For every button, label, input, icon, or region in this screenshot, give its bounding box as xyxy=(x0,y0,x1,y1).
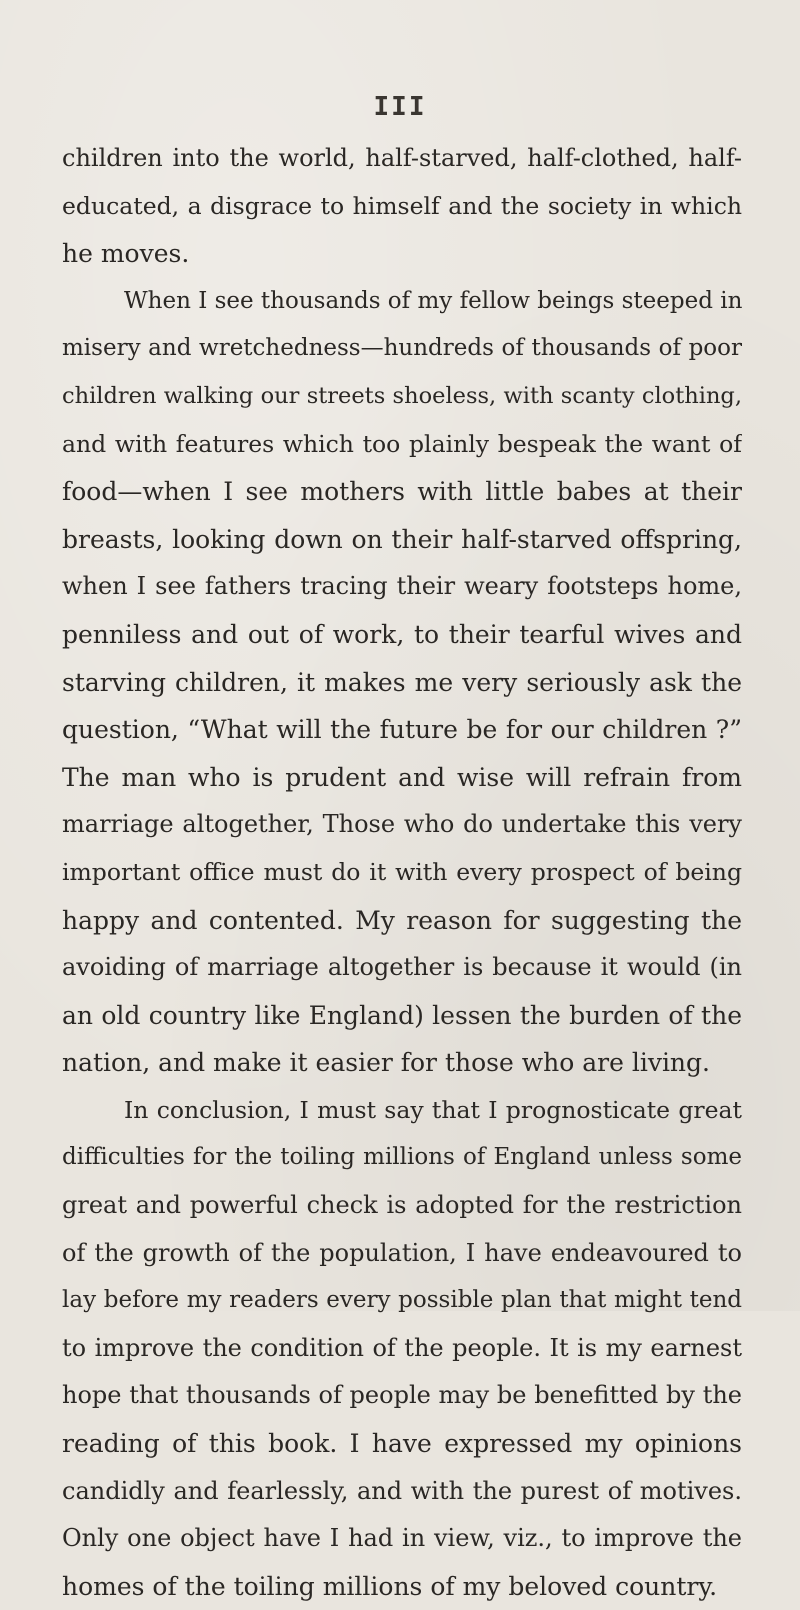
text-line: food—when I see mothers with little babes at their xyxy=(62,477,742,507)
text-line: candidly and fearlessly, and with the purest of motives. xyxy=(62,1476,742,1505)
text-line: starving children, it makes me very seriously ask the xyxy=(62,667,742,697)
text-line: happy and contented. My reason for suggesting the xyxy=(62,905,742,935)
text-line: children walking our streets shoeless, with scanty clothing, xyxy=(62,382,742,409)
text-line: lay before my readers every possible plan that might tend xyxy=(62,1287,742,1314)
text-line: hope that thousands of people may be benefitted by the xyxy=(62,1381,742,1410)
text-line: avoiding of marriage altogether is because it would (in xyxy=(62,953,742,982)
text-line: When I see thousands of my fellow beings steeped in xyxy=(124,287,742,314)
text-line: great and powerful check is adopted for the restriction xyxy=(62,1191,742,1220)
text-line: Only one object have I had in view, viz., to improve the xyxy=(62,1524,742,1553)
text-line: to improve the condition of the people. It is my earnest xyxy=(62,1333,742,1362)
body-text xyxy=(62,135,742,1610)
text-line: misery and wretchedness—hundreds of thousands of poor xyxy=(62,335,742,362)
text-line: reading of this book. I have expressed my opinions xyxy=(62,1429,742,1459)
text-line: of the growth of the population, I have endeavoured to xyxy=(62,1238,742,1267)
page-number: III xyxy=(373,92,427,122)
text-line: and with features which too plainly bespeak the want of xyxy=(62,429,742,458)
text-line: difficulties for the toiling millions of England unless some xyxy=(62,1144,742,1171)
text-line: important office must do it with every prospect of being xyxy=(62,857,742,886)
text-line: In conclusion, I must say that I prognosticate great xyxy=(124,1095,742,1124)
text-line: an old country like England) lessen the burden of the xyxy=(62,1000,742,1030)
text-line: children into the world, half-starved, half-clothed, half- xyxy=(62,144,742,172)
text-line: breasts, looking down on their half-starved offspring, xyxy=(62,524,742,554)
text-line: nation, and make it easier for those who are living. xyxy=(62,1048,710,1078)
text-line: marriage altogether, Those who do undertake this very xyxy=(62,810,742,839)
text-line: The man who is prudent and wise will refrain from xyxy=(62,762,742,792)
text-line: when I see fathers tracing their weary footsteps home, xyxy=(62,572,742,601)
text-line: he moves. xyxy=(62,239,190,269)
text-line: homes of the toiling millions of my beloved country. xyxy=(62,1571,718,1601)
text-line: penniless and out of work, to their tearful wives and xyxy=(62,619,742,649)
text-line: educated, a disgrace to himself and the society in which xyxy=(62,191,742,220)
text-line: question, “What will the future be for our children ?” xyxy=(62,715,742,745)
